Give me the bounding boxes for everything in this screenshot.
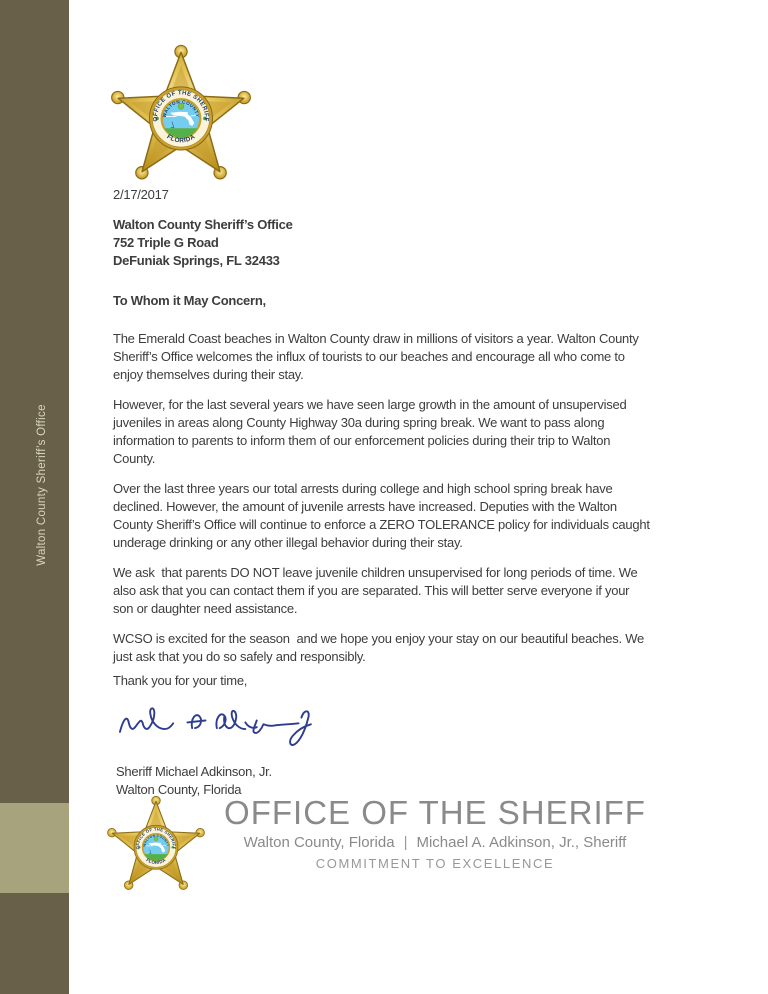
signature-image [111, 692, 336, 749]
letter-body [113, 186, 661, 799]
footer-subtitle [195, 834, 675, 851]
sender-address [113, 216, 661, 270]
footer-subtitle-separator: | [403, 834, 408, 851]
footer [195, 796, 675, 871]
sidebar-stripe-bottom [0, 893, 69, 994]
sidebar-stripe-top [0, 0, 69, 803]
footer-badge-logo [105, 794, 207, 900]
sender-street: 752 Triple G Road [113, 235, 219, 250]
footer-title: OFFICE OF THE SHERIFF [224, 794, 646, 831]
footer-tagline: COMMITMENT TO EXCELLENCE [315, 856, 555, 871]
body-paragraph: The Emerald Coast beaches in Walton County draw in millions of visitors a year. Walton County Sheriff’s Office welcomes the influx of tourists to our beaches and encourage all who come to enjoy themselves during their stay. [113, 331, 639, 382]
date-text: 2/17/2017 [113, 187, 169, 202]
closing-text: Thank you for your time, [113, 673, 248, 688]
signature-name: Sheriff Michael Adkinson, Jr. [116, 764, 272, 779]
signature-location: Walton County, Florida [116, 782, 242, 797]
body-paragraph: However, for the last several years we have seen large growth in the amount of unsupervised juveniles in areas along County Highway 30a during spring break. We want to pass along information to parents to inform them of our enforcement policies during their trip to Walton County. [113, 397, 627, 466]
sidebar-vertical-label: Walton County Sheriff’s Office [36, 404, 48, 566]
body-paragraph: Over the last three years our total arrests during college and high school spring break have declined. However, the amount of juvenile arrests have increased. Deputies with the Walton County Sheriff’s Office will continue to enforce a ZERO TOLERANCE policy for individuals caught underage drinking or any other illegal behavior during their stay. [113, 481, 650, 550]
sender-city: DeFuniak Springs, FL 32433 [113, 253, 280, 268]
body-paragraph: WCSO is excited for the season and we hope you enjoy your stay on our beautiful beaches. We just ask that you do so safely and responsibly. [113, 631, 645, 664]
salutation: To Whom it May Concern, [113, 293, 266, 308]
footer-subtitle-county: Walton County, Florida [243, 834, 395, 851]
sidebar-accent-block [0, 803, 69, 893]
body-paragraph: We ask that parents DO NOT leave juvenile children unsupervised for long periods of time. We also ask that you can contact them if you are separated. This will better serve everyone if your son or daughter need assistance. [113, 565, 638, 616]
sender-name: Walton County Sheriff’s Office [113, 217, 293, 232]
sheriff-badge-logo [108, 42, 254, 194]
footer-subtitle-sheriff: Michael A. Adkinson, Jr., Sheriff [416, 834, 627, 851]
